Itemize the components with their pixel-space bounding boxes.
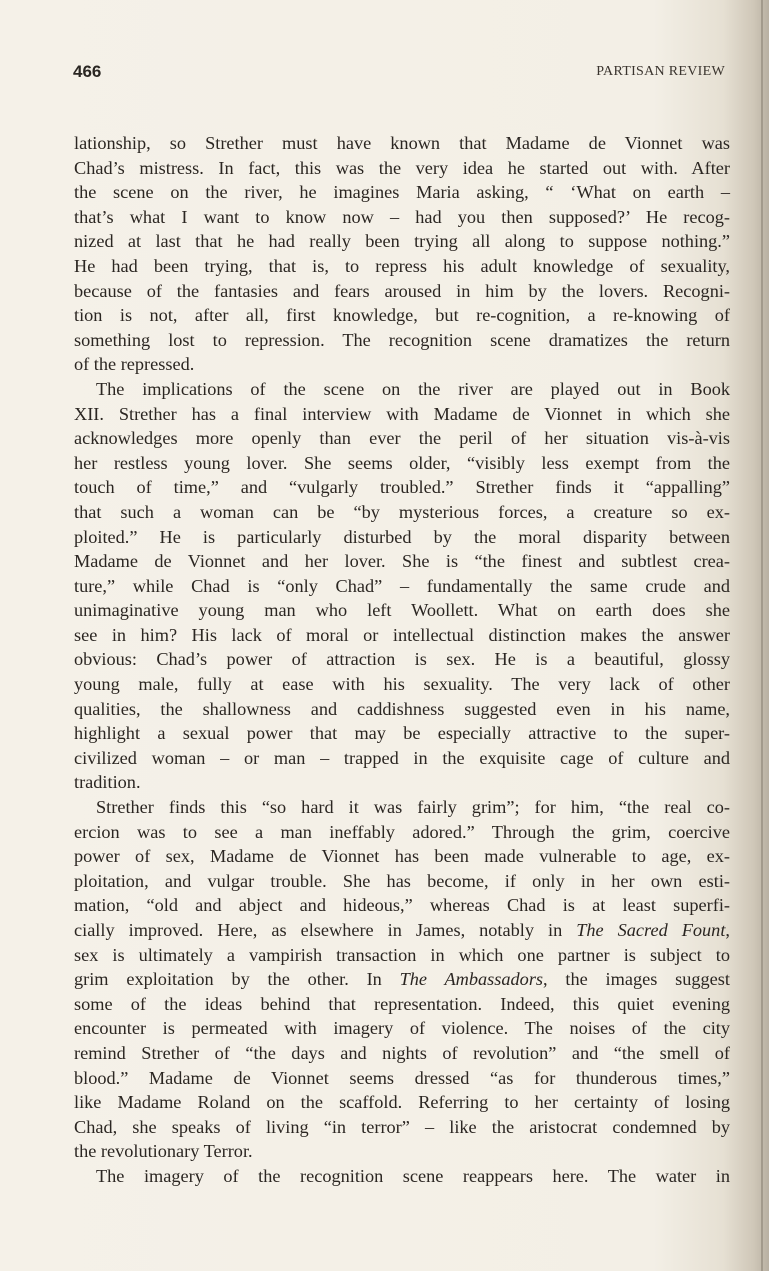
text-line: unimaginative young man who left Woollett. What on earth does she (74, 600, 730, 621)
text-line: that’s what I want to know now – had you then supposed?’ He recog- (74, 206, 730, 227)
text-line-with-title (74, 918, 730, 943)
text-line: the scene on the river, he imagines Maria asking, “ ‘What on earth – (74, 182, 730, 203)
text-line: sex is ultimately a vampirish transaction in which one partner is subject to (74, 944, 730, 965)
text-line: something lost to repression. The recognition scene dramatizes the return (74, 329, 730, 350)
text-line: Strether finds this “so hard it was fairly grim”; for him, “the real co- (96, 797, 730, 818)
text-line: mation, “old and abject and hideous,” whereas Chad is at least superfi- (74, 895, 730, 916)
text-line: Chad’s mistress. In fact, this was the very idea he started out with. After (74, 157, 730, 178)
text-line: The implications of the scene on the river are played out in Book (96, 378, 730, 399)
text-line: of the repressed. (74, 354, 195, 375)
text-line: touch of time,” and “vulgarly troubled.” Strether finds it “appalling” (74, 477, 730, 498)
text-line: young male, fully at ease with his sexuality. The very lack of other (74, 674, 730, 695)
book-title-italic: The Sacred Fount (576, 920, 726, 940)
text-line: ercion was to see a man ineffably adored.” Through the grim, coercive (74, 821, 730, 842)
journal-title: PARTISAN REVIEW (596, 64, 725, 79)
text-fragment: , the images suggest (543, 969, 730, 990)
text-line: Madame de Vionnet and her lover. She is “the finest and subtlest crea- (74, 551, 730, 572)
book-title-italic: The Ambassadors (399, 969, 544, 990)
text-line: power of sex, Madame de Vionnet has been made vulnerable to age, ex- (74, 846, 730, 867)
text-line: ploitation, and vulgar trouble. She has become, if only in her own esti- (74, 870, 730, 891)
page-edge-shadow (761, 0, 763, 1271)
text-line: The imagery of the recognition scene reappears here. The water in (96, 1165, 730, 1186)
text-line: qualities, the shallowness and caddishness suggested even in his name, (74, 698, 730, 719)
text-line: He had been trying, that is, to repress his adult knowledge of sexuality, (74, 255, 730, 276)
text-line: highlight a sexual power that may be especially attractive to the super- (74, 723, 730, 744)
text-line: obvious: Chad’s power of attraction is sex. He is a beautiful, glossy (74, 649, 730, 670)
text-line: see in him? His lack of moral or intellectual distinction makes the answer (74, 624, 730, 645)
text-line: like Madame Roland on the scaffold. Referring to her certainty of losing (74, 1092, 730, 1113)
text-line: the revolutionary Terror. (74, 1141, 253, 1162)
text-line: blood.” Madame de Vionnet seems dressed “as for thunderous times,” (74, 1067, 730, 1088)
text-line: ture,” while Chad is “only Chad” – fundamentally the same crude and (74, 575, 730, 596)
text-line: civilized woman – or man – trapped in the exquisite cage of culture and (74, 747, 730, 768)
text-line: encounter is permeated with imagery of violence. The noises of the city (74, 1018, 730, 1039)
text-line: some of the ideas behind that representation. Indeed, this quiet evening (74, 993, 730, 1014)
text-fragment: , (725, 920, 730, 940)
text-line: acknowledges more openly than ever the peril of her situation vis-à-vis (74, 428, 730, 449)
page-number: 466 (73, 62, 102, 81)
text-fragment: grim exploitation by the other. In (74, 969, 400, 990)
running-head (73, 62, 725, 86)
text-line: tion is not, after all, first knowledge, but re-cognition, a re-knowing of (74, 305, 730, 326)
text-line: nized at last that he had really been trying all along to suppose nothing.” (74, 231, 730, 252)
text-line: XII. Strether has a final interview with Madame de Vionnet in which she (74, 403, 730, 424)
text-line: tradition. (74, 772, 141, 793)
text-line: ploited.” He is particularly disturbed by the moral disparity between (74, 526, 730, 547)
text-line: Chad, she speaks of living “in terror” – like the aristocrat condemned by (74, 1116, 730, 1137)
text-line: because of the fantasies and fears aroused in him by the lovers. Recogni- (74, 280, 730, 301)
text-fragment: cially improved. Here, as elsewhere in James, notably in (74, 920, 577, 940)
text-line: lationship, so Strether must have known that Madame de Vionnet was (74, 133, 730, 153)
text-line: that such a woman can be “by mysterious forces, a creature so ex- (74, 501, 730, 522)
text-line: her restless young lover. She seems older, “visibly less exempt from the (74, 452, 730, 473)
body-text (74, 131, 730, 1189)
text-line-with-title (74, 967, 730, 992)
text-line: remind Strether of “the days and nights of revolution” and “the smell of (74, 1042, 730, 1063)
